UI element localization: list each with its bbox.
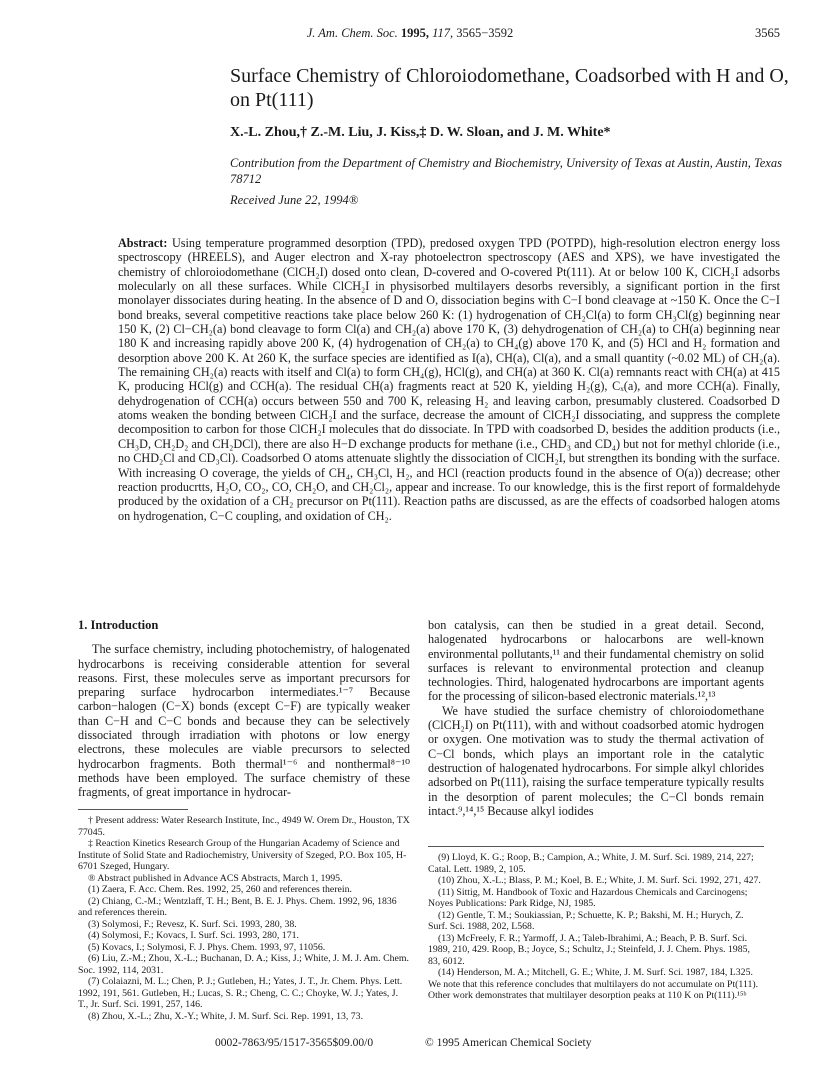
footnote: (1) Zaera, F. Acc. Chem. Res. 1992, 25, 260 and references therein. <box>88 884 352 895</box>
journal-pages: 3565−3592 <box>456 26 514 40</box>
footnote: (12) Gentle, T. M.; Soukiassian, P.; Schuette, K. P.; Bakshi, M. H.; Hurych, Z. Surf. Sci. 1988, 202, L568. <box>428 909 744 932</box>
footnote: † Present address: Water Research Institute, Inc., 4949 W. Orem Dr., Houston, TX 77045. <box>78 815 410 838</box>
footnote: (14) Henderson, M. A.; Mitchell, G. E.; White, J. M. Surf. Sci. 1987, 184, L325. We note that this reference concludes that multilayers do not accumulate on Pt(111). Other work demonstrates that multilayer desorption peaks at 110 K on Pt(111).¹⁵ᵇ <box>428 967 759 1001</box>
article-title: Surface Chemistry of Chloroiodomethane, Coadsorbed with H and O, on Pt(111) <box>230 65 789 111</box>
intro-paragraph-1: The surface chemistry, including photochemistry, of halogenated hydrocarbons is receiving considerable attention for several reasons. First, these molecules serve as important precursors for preparing surface hydrocarbon intermediates.¹⁻⁷ Because carbon−halogen (C−X) bonds (except C−F) are typically weaker than C−H and C−C bonds and because they can be selectively dissociated through irradiation with photons or low energy electrons, these molecules are viable precursors to selected hydrocarbon fragments. Both thermal¹⁻⁶ and nonthermal⁸⁻¹⁰ methods have been employed. The surface chemistry of these fragments, of great importance in hydrocar- <box>78 642 410 800</box>
abstract-label: Abstract: <box>118 236 168 250</box>
footnote-rule-right <box>428 846 764 847</box>
abstract-text: Using temperature programmed desorption (TPD), predosed oxygen TPD (POTPD), high-resolution electron energy loss spectroscopy (HREELS), and Auger electron and X-ray photoelectron spectroscopy (AES and XPS), we have investigated the chemistry of chloroiodomethane (ClCH₂I) dosed onto clean, D-covered and O-covered Pt(111). At or below 100 K, ClCH₂I adsorbs molecularly on all these surfaces. While ClCH₂I in physisorbed multilayers desorbs reversibly, a significant portion in the first monolayer dissociates during heating. In the absence of D and O, dissociation begins with C−I bond cleavage at ~150 K. Once the C−I bond breaks, several competitive reactions take place below 260 K: (1) hydrogenation of CH₂Cl(a) to form CH₃Cl(g) beginning near 150 K, (2) Cl−CH₂(a) bond cleavage to form Cl(a) and CH₂(a) above 170 K, (3) dehydrogenation of CH₂(a) to CH(a) beginning near 180 K and increasing rapidly above 200 K, (4) hydrogenation of CH₂(a) to CH₄(g) above 170 K, and (5) HCl and H₂ formation and desorption above 200 K. At 260 K, the surface species are identified as I(a), CH(a), Cl(a), and a small quantity (~0.02 ML) of CH₂(a). The remaining CH₂(a) reacts with itself and Cl(a) to form CH₄(g), HCl(g), and CH(a) at 360 K. Cl(a) remnants react with CH(a) at 415 K, producing HCl(g) and CCH(a). The residual CH(a) fragments react at 520 K, yielding H₂(g), Cₓ(a), and more CCH(a). Finally, dehydrogenation of CCH(a) occurs between 550 and 700 K, releasing H₂ and leaving carbon, presumably clustered. Coadsorbed D atoms weaken the bonding between ClCH₂I and the surface, decrease the amount of ClCH₂I dissociating, and suppress the complete decomposition to carbon for those ClCH₂I molecules that do dissociate. In TPD with coadsorbed D, besides the addition products (i.e., CH₃D, CH₂D₂ and CH₂DCl), there are also H−D exchange products for methane (i.e., CHD₃ and CD₄) but not for methyl chloride (i.e., no CHD₂Cl and CD₃Cl). Coadsorbed O atoms attenuate slightly the dissociation of ClCH₂I, but strengthen its bonding with the surface. With increasing O coverage, the yields of CH₄, CH₃Cl, H₂, and HCl (reaction products found in the absence of O(a)) decrease; other reaction producrtts, H₂O, CO₂, CO, CH₂O, and CH₂Cl₂, appear and increase. To our knowledge, this is the first report of formaldehyde produced by the oxidation of a CH₂ precursor on Pt(111). Reaction paths are discussed, as are the effects of coadsorbed halogen atoms on hydrogenation, C−C coupling, and oxidation of CH₂. <box>118 236 780 523</box>
article-authors: X.-L. Zhou,† Z.-M. Liu, J. Kiss,‡ D. W. Sloan, and J. M. White* <box>230 125 611 140</box>
article-code: 0002-7863/95/1517-3565$09.00/0 <box>215 1037 374 1049</box>
footnote: (4) Solymosi, F.; Kovacs, I. Surf. Sci. 1993, 280, 171. <box>88 930 299 941</box>
page-number: 3565 <box>755 26 780 40</box>
footnote-rule-left <box>78 809 188 810</box>
journal-volume: 117, <box>432 26 454 40</box>
abstract <box>118 236 780 523</box>
footnotes-right <box>428 852 764 1002</box>
footnote: (11) Sittig, M. Handbook of Toxic and Hazardous Chemicals and Carcinogens; Noyes Publications: Park Ridge, NJ, 1985. <box>428 886 748 909</box>
footnote: (9) Lloyd, K. G.; Roop, B.; Campion, A.; White, J. M. Surf. Sci. 1989, 214, 227; Catal. Lett. 1989, 2, 105. <box>428 852 754 875</box>
footnote: (13) McFreely, F. R.; Yarmoff, J. A.; Taleb-Ibrahimi, A.; Beach, P. B. Surf. Sci. 1989, 210, 429. Roop, B.; Joyce, S.; Schultz, J.; Steinfeld, J. J. Chem. Phys. 1985, 83, 6012. <box>428 932 750 967</box>
footnote: (7) Colaiazni, M. L.; Chen, P. J.; Gutleben, H.; Yates, J. T., Jr. Chem. Phys. Lett. 1992, 191, 561. Gutleben, H.; Lucas, S. R.; Cheng, C. C.; Choyke, W. J.; Yates, J. T., Jr. Surf. Sci. 1991, 257, 146. <box>78 976 403 1010</box>
article-affiliation: Contribution from the Department of Chemistry and Biochemistry, University of Texas at Austin, Austin, Texas 78712 <box>230 156 782 186</box>
footnote: (5) Kovacs, I.; Solymosi, F. J. Phys. Chem. 1993, 97, 11056. <box>88 941 326 953</box>
footnote: (6) Liu, Z.-M.; Zhou, X.-L.; Buchanan, D. A.; Kiss, J.; White, J. M. J. Am. Chem. Soc. 1992, 114, 2031. <box>78 953 409 976</box>
footnotes-left <box>78 815 410 1022</box>
footnote: (10) Zhou, X.-L.; Blass, P. M.; Koel, B. E.; White, J. M. Surf. Sci. 1992, 271, 427. <box>438 875 761 886</box>
footnote: (8) Zhou, X.-L.; Zhu, X.-Y.; White, J. M. Surf. Sci. Rep. 1991, 13, 73. <box>88 1010 364 1022</box>
journal-name: J. Am. Chem. Soc. <box>306 26 398 40</box>
received-date: Received June 22, 1994® <box>230 193 359 207</box>
left-column <box>78 618 410 800</box>
footnote: ® Abstract published in Advance ACS Abstracts, March 1, 1995. <box>88 872 343 884</box>
journal-citation <box>0 26 820 41</box>
intro-paragraph-2: We have studied the surface chemistry of chloroiodomethane (ClCH₂I) on Pt(111), with and without coadsorbed atomic hydrogen or oxygen. One motivation was to study the thermal activation of C−Cl bonds, which plays an important role in the catalytic destruction of halogenated hydrocarbons. For simple alkyl chlorides adsorbed on Pt(111), raising the surface temperature typically results in the desorption of parent molecules; the C−Cl bonds remain intact.⁹,¹⁴,¹⁵ Because alkyl iodides <box>428 703 764 818</box>
copyright-notice: © 1995 American Chemical Society <box>425 1037 592 1049</box>
footnote: (3) Solymosi, F.; Revesz, K. Surf. Sci. 1993, 280, 38. <box>88 918 297 930</box>
footnote: ‡ Reaction Kinetics Research Group of the Hungarian Academy of Science and Institute of Solid State and Radiochemistry, University of Szeged, P.O. Box 105, H-6701 Szeged, Hungary. <box>78 838 407 872</box>
right-column <box>428 618 764 818</box>
footnote: (2) Chiang, C.-M.; Wentzlaff, T. H.; Bent, B. E. J. Phys. Chem. 1992, 96, 1836 and references therein. <box>78 895 397 918</box>
intro-paragraph-1-continued: bon catalysis, can then be studied in a great detail. Second, halogenated hydrocarbons or halocarbons are well-known environmental pollutants,¹¹ and their fundamental chemistry on solid surfaces is relevant to environmental protection and cleanup technologies. Third, halogenated hydrocarbons are important agents for the processing of silicon-based electronic materials.¹²,¹³ <box>428 618 764 704</box>
section-heading-introduction: 1. Introduction <box>78 618 159 632</box>
journal-year: 1995, <box>400 26 430 40</box>
